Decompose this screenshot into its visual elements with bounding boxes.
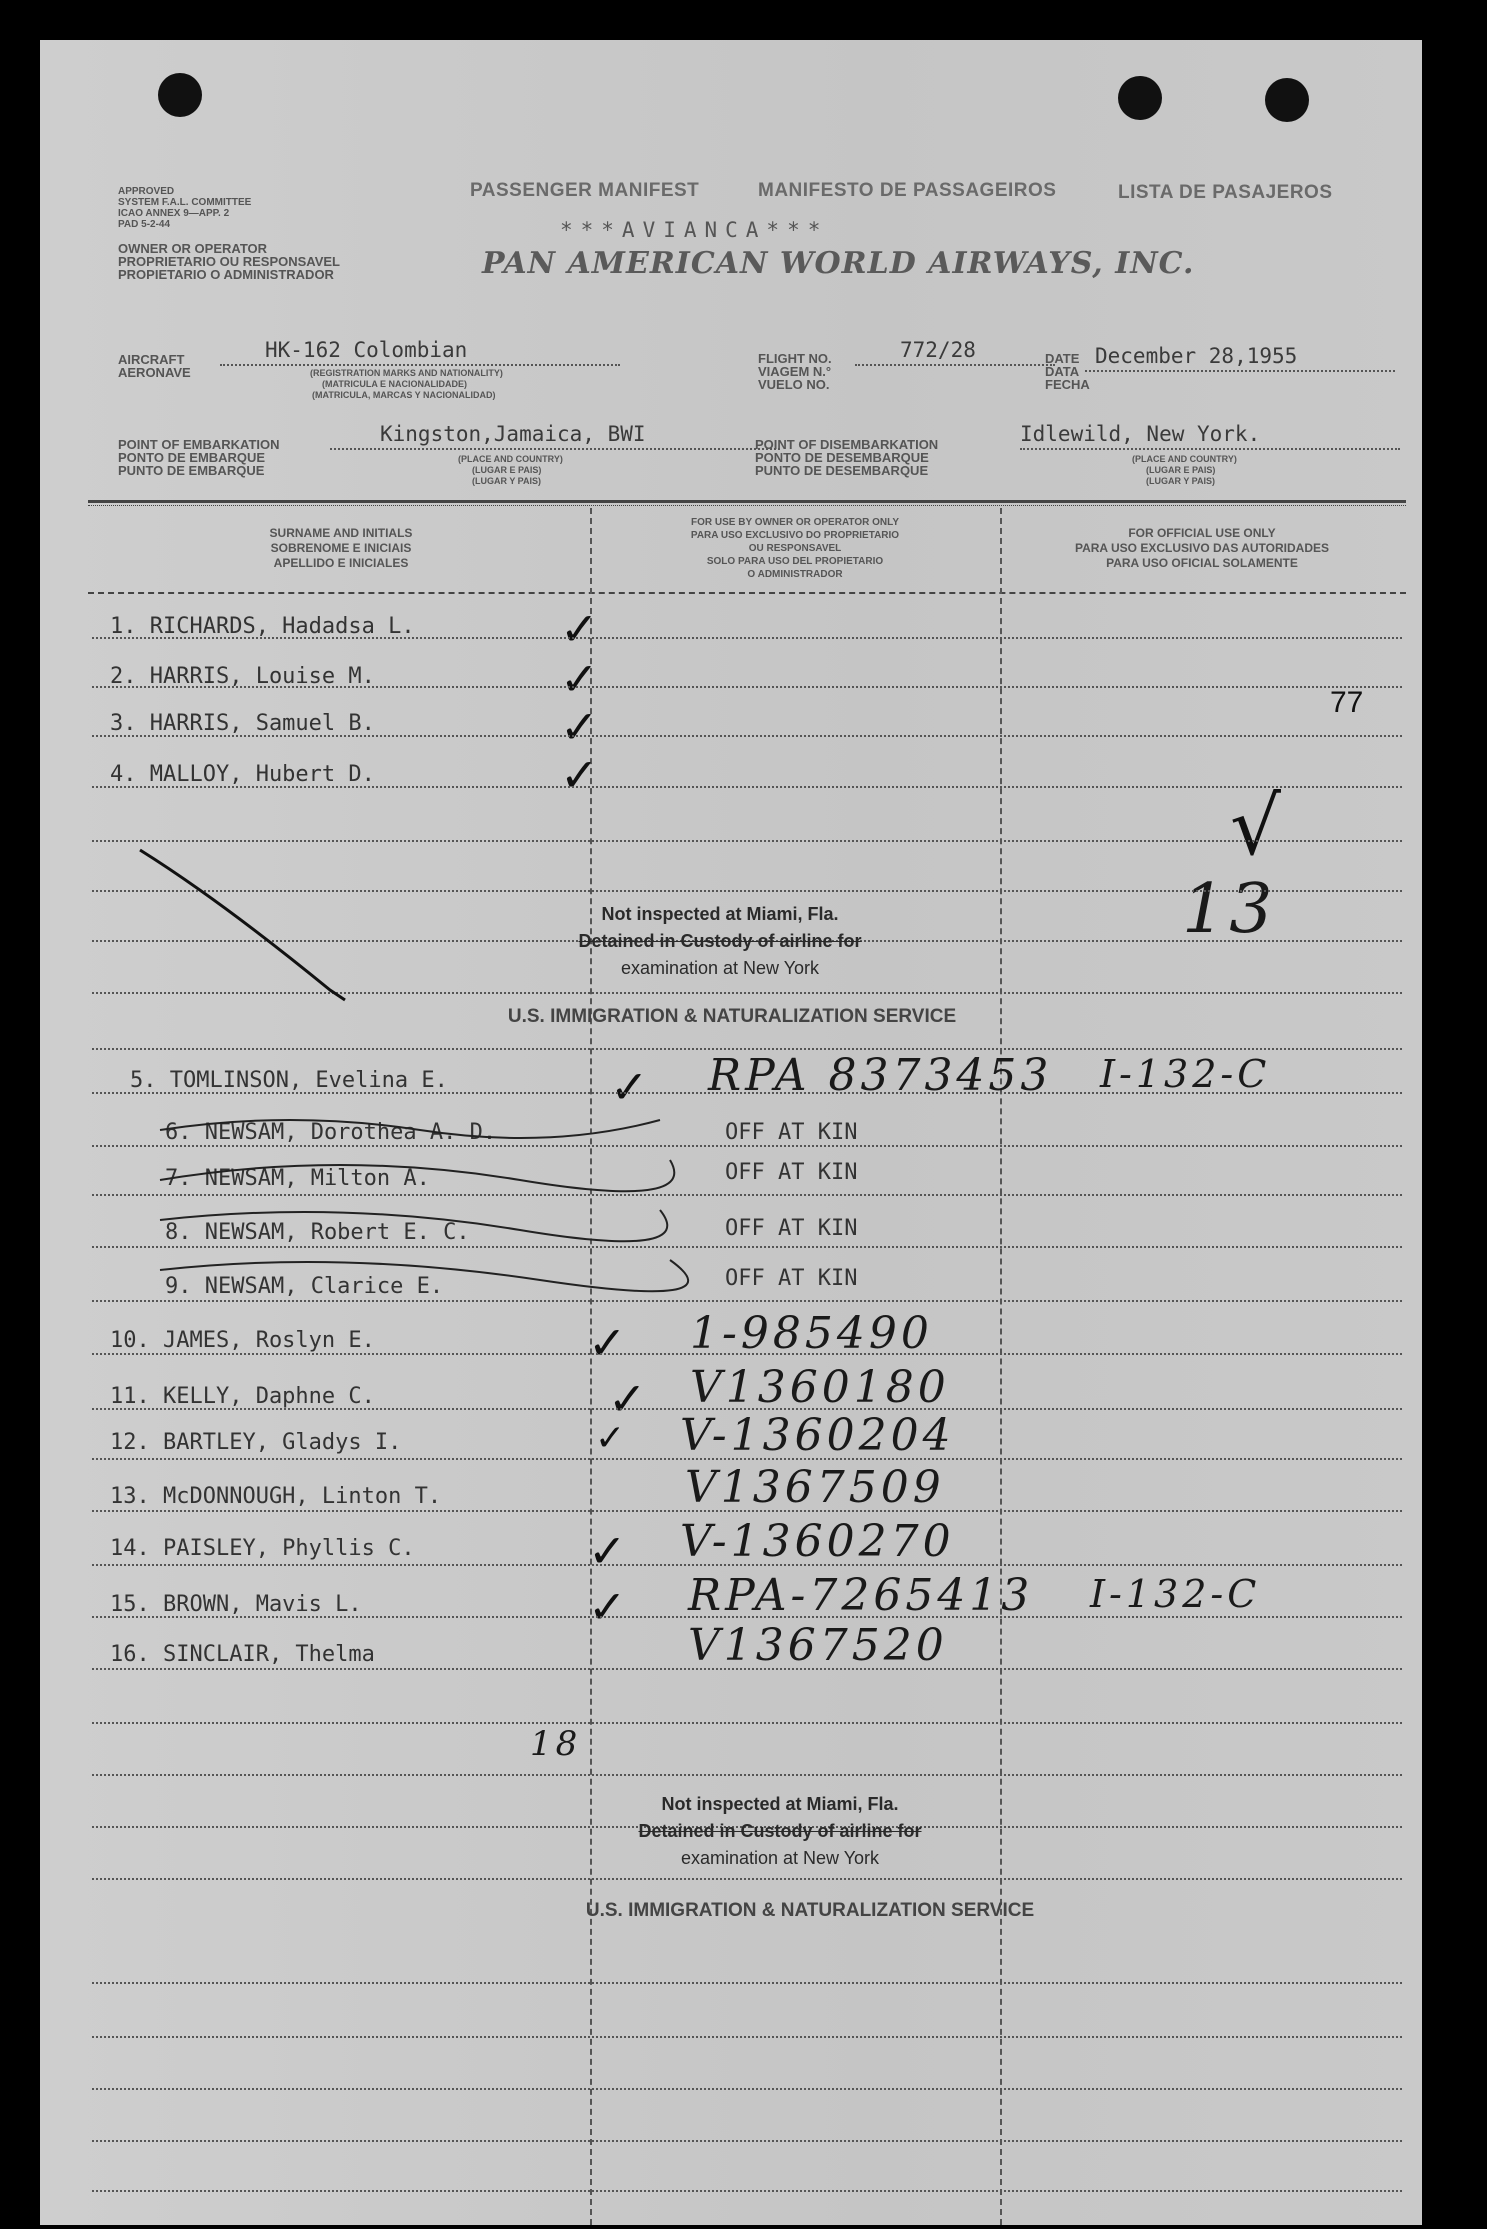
embark-dotline	[330, 448, 780, 450]
disembark-sub-2: (LUGAR E PAIS)	[1146, 465, 1216, 475]
flight-value: 772/28	[900, 338, 976, 362]
diagonal-strike-line	[130, 810, 390, 1010]
row-line	[92, 735, 1402, 737]
row-line	[92, 1408, 1402, 1410]
stamp-1-line2: Detained in Custody of airline for	[578, 931, 862, 951]
col3-header	[1002, 526, 1402, 571]
row-line	[92, 1194, 1402, 1196]
row-line	[92, 2088, 1402, 2090]
checkmark-15: ✓	[588, 1580, 627, 1634]
row-line	[92, 686, 1402, 688]
embark-sub-2: (LUGAR E PAIS)	[472, 465, 542, 475]
checkmark-1: ✓	[560, 602, 599, 656]
system-label: SYSTEM F.A.L. COMMITTEE	[118, 197, 252, 208]
manifest-sheet	[40, 40, 1422, 2225]
note-6: OFF AT KIN	[725, 1120, 858, 1145]
row-line	[92, 1774, 1402, 1776]
punch-hole-right-2	[1265, 78, 1309, 122]
date-label-2: DATA	[1045, 364, 1080, 379]
checkmark-10: ✓	[588, 1316, 627, 1370]
note-8: OFF AT KIN	[725, 1216, 858, 1241]
passenger-row-4: 4. MALLOY, Hubert D.	[110, 762, 375, 787]
checkmark-14: ✓	[588, 1524, 627, 1578]
passenger-row-8: 8. NEWSAM, Robert E. C.	[165, 1220, 470, 1245]
passenger-row-3: 3. HARRIS, Samuel B.	[110, 711, 375, 736]
disembark-sub-3: (LUGAR Y PAIS)	[1146, 476, 1216, 486]
aircraft-sub-3: (MATRICULA, MARCAS Y NACIONALIDAD)	[312, 390, 496, 400]
disembark-value: Idlewild, New York.	[1020, 422, 1261, 446]
owner-label-2: PROPRIETARIO OU RESPONSAVEL	[118, 254, 340, 269]
owner-label-1: OWNER OR OPERATOR	[118, 241, 268, 256]
strike-scribble	[140, 1100, 700, 1320]
stamp-2-line3: examination at New York	[680, 1848, 880, 1868]
col2-header-line3: OU RESPONSAVEL	[748, 543, 842, 554]
stamp-1-line3: examination at New York	[620, 958, 820, 978]
row-line	[92, 1982, 1402, 1984]
doc-number-15: RPA-7265413	[688, 1570, 1034, 1621]
official-15: I-132-C	[1090, 1572, 1261, 1616]
disembark-sub-1: (PLACE AND COUNTRY)	[1132, 454, 1237, 464]
checkmark-12: ✓	[595, 1418, 626, 1459]
stamp-2	[570, 1794, 990, 1869]
note-7: OFF AT KIN	[725, 1160, 858, 1185]
aircraft-label: AIRCRAFT	[118, 352, 185, 367]
row-line	[92, 1722, 1402, 1724]
embark-label-1: POINT OF EMBARKATION	[118, 437, 280, 452]
checkmark-11: ✓	[608, 1372, 647, 1426]
passenger-row-11: 11. KELLY, Daphne C.	[110, 1384, 375, 1409]
row-line	[92, 1353, 1402, 1355]
title-en: PASSENGER MANIFEST	[470, 180, 700, 201]
passenger-row-16: 16. SINCLAIR, Thelma	[110, 1642, 375, 1667]
checkmark-2: ✓	[560, 652, 599, 706]
official-5: I-132-C	[1100, 1052, 1271, 1096]
aircraft-value: HK-162 Colombian	[265, 338, 468, 362]
passenger-row-6: 6. NEWSAM, Dorothea A. D.	[165, 1120, 497, 1145]
owner-label-3: PROPIETARIO O ADMINISTRADOR	[118, 267, 334, 282]
row-line	[92, 637, 1402, 639]
stamp-1-line1: Not inspected at Miami, Fla.	[601, 904, 839, 924]
aircraft-sub-1: (REGISTRATION MARKS AND NATIONALITY)	[310, 368, 503, 378]
passenger-row-15: 15. BROWN, Mavis L.	[110, 1592, 362, 1617]
punch-hole-left	[158, 73, 202, 117]
passenger-row-9: 9. NEWSAM, Clarice E.	[165, 1274, 444, 1299]
handwritten-18: 18	[530, 1724, 582, 1764]
col1-header-line3: APELLIDO E INICIALES	[273, 556, 409, 570]
stamp-1	[510, 904, 930, 979]
col2-header	[592, 516, 998, 581]
row-line	[92, 786, 1402, 788]
doc-number-12: V-1360204	[680, 1410, 955, 1461]
row-line	[92, 2190, 1402, 2192]
row-line	[92, 1616, 1402, 1618]
checkmark-3: ✓	[560, 700, 599, 754]
doc-number-13: V1367509	[685, 1462, 945, 1513]
header-bottom-rule	[88, 592, 1406, 594]
passenger-row-13: 13. McDONNOUGH, Linton T.	[110, 1484, 442, 1509]
disembark-label-2: PONTO DE DESEMBARQUE	[755, 450, 929, 465]
avianca-line: ***AVIANCA***	[560, 218, 829, 242]
col2-header-line2: PARA USO EXCLUSIVO DO PROPRIETARIO	[690, 530, 900, 541]
col3-header-line3: PARA USO OFICIAL SOLAMENTE	[1106, 556, 1298, 570]
col1-header-line2: SOBRENOME E INICIAIS	[270, 541, 412, 555]
operator-name: PAN AMERICAN WORLD AIRWAYS, INC.	[482, 246, 1195, 281]
disembark-dotline	[1020, 448, 1400, 450]
embark-value: Kingston,Jamaica, BWI	[380, 422, 646, 446]
row-line	[92, 1668, 1402, 1670]
row-line	[92, 2036, 1402, 2038]
col3-header-line1: FOR OFFICIAL USE ONLY	[1128, 526, 1276, 540]
embark-sub-3: (LUGAR Y PAIS)	[472, 476, 542, 486]
embark-label-2: PONTO DE EMBARQUE	[118, 450, 266, 465]
passenger-row-10: 10. JAMES, Roslyn E.	[110, 1328, 375, 1353]
note-9: OFF AT KIN	[725, 1266, 858, 1291]
embark-sub-1: (PLACE AND COUNTRY)	[458, 454, 563, 464]
count-top: 77	[1330, 686, 1364, 719]
date-label-1: DATE	[1045, 351, 1080, 366]
pad-label: PAD 5-2-44	[118, 219, 171, 230]
disembark-label-1: POINT OF DISEMBARKATION	[755, 437, 939, 452]
doc-number-11: V1360180	[690, 1362, 950, 1413]
checkmark-5: ✓	[610, 1060, 649, 1114]
passenger-row-5: 5. TOMLINSON, Evelina E.	[130, 1068, 448, 1093]
table-top-rule	[88, 500, 1406, 503]
flight-label-3: VUELO NO.	[758, 377, 830, 392]
doc-number-10: 1-985490	[690, 1308, 933, 1359]
punch-hole-right-1	[1118, 76, 1162, 120]
row-line	[92, 1300, 1402, 1302]
disembark-label-3: PUNTO DE DESEMBARQUE	[755, 463, 929, 478]
aircraft-dotline	[220, 364, 620, 366]
col2-header-line5: O ADMINISTRADOR	[747, 569, 843, 580]
col2-header-line4: SOLO PARA USO DEL PROPIETARIO	[706, 556, 884, 567]
column-divider-2	[1000, 508, 1002, 2225]
date-label-3: FECHA	[1045, 377, 1090, 392]
passenger-row-12: 12. BARTLEY, Gladys I.	[110, 1430, 402, 1455]
stamp-2-line2: Detained in Custody of airline for	[638, 1821, 922, 1841]
flight-dotline	[855, 364, 1055, 366]
row-line	[92, 1878, 1402, 1880]
doc-number-14: V-1360270	[680, 1516, 955, 1567]
passenger-row-14: 14. PAISLEY, Phyllis C.	[110, 1536, 415, 1561]
col2-header-line1: FOR USE BY OWNER OR OPERATOR ONLY	[691, 517, 899, 528]
title-es: LISTA DE PASAJEROS	[1118, 182, 1333, 203]
stamp-1-line4: U.S. IMMIGRATION & NATURALIZATION SERVICE	[507, 1006, 957, 1027]
doc-number-16: V1367520	[688, 1620, 948, 1671]
aeronave-label: AERONAVE	[118, 365, 191, 380]
approved-label: APPROVED	[118, 186, 175, 197]
row-line	[92, 2140, 1402, 2142]
passenger-row-7: 7. NEWSAM, Milton A.	[165, 1166, 430, 1191]
row-line	[92, 1564, 1402, 1566]
flight-label-2: VIAGEM N.°	[758, 364, 832, 379]
date-dotline	[1085, 370, 1395, 372]
col1-header-line1: SURNAME AND INITIALS	[269, 526, 413, 540]
official-check: √	[1230, 780, 1281, 873]
col1-header	[92, 526, 590, 571]
table-top-rule-2	[88, 505, 1406, 506]
row-line	[92, 1246, 1402, 1248]
title-pt: MANIFESTO DE PASSAGEIROS	[758, 180, 1057, 201]
row-line	[92, 1092, 1402, 1094]
passenger-row-2: 2. HARRIS, Louise M.	[110, 664, 375, 689]
date-value: December 28,1955	[1095, 344, 1298, 368]
flight-label-1: FLIGHT NO.	[758, 351, 832, 366]
checkmark-4: ✓	[560, 748, 599, 802]
stamp-2-line4: U.S. IMMIGRATION & NATURALIZATION SERVICE	[585, 1900, 1035, 1921]
row-line	[92, 1458, 1402, 1460]
icao-label: ICAO ANNEX 9—APP. 2	[118, 208, 230, 219]
stamp-2-line1: Not inspected at Miami, Fla.	[661, 1794, 899, 1814]
passenger-row-1: 1. RICHARDS, Hadadsa L.	[110, 614, 415, 639]
col3-header-line2: PARA USO EXCLUSIVO DAS AUTORIDADES	[1074, 541, 1330, 555]
row-line	[92, 1510, 1402, 1512]
row-line	[92, 1145, 1402, 1147]
embark-label-3: PUNTO DE EMBARQUE	[118, 463, 265, 478]
aircraft-sub-2: (MATRICULA E NACIONALIDADE)	[322, 379, 467, 389]
handwritten-13: 13	[1182, 870, 1277, 949]
doc-number-5: RPA 8373453	[708, 1050, 1053, 1101]
